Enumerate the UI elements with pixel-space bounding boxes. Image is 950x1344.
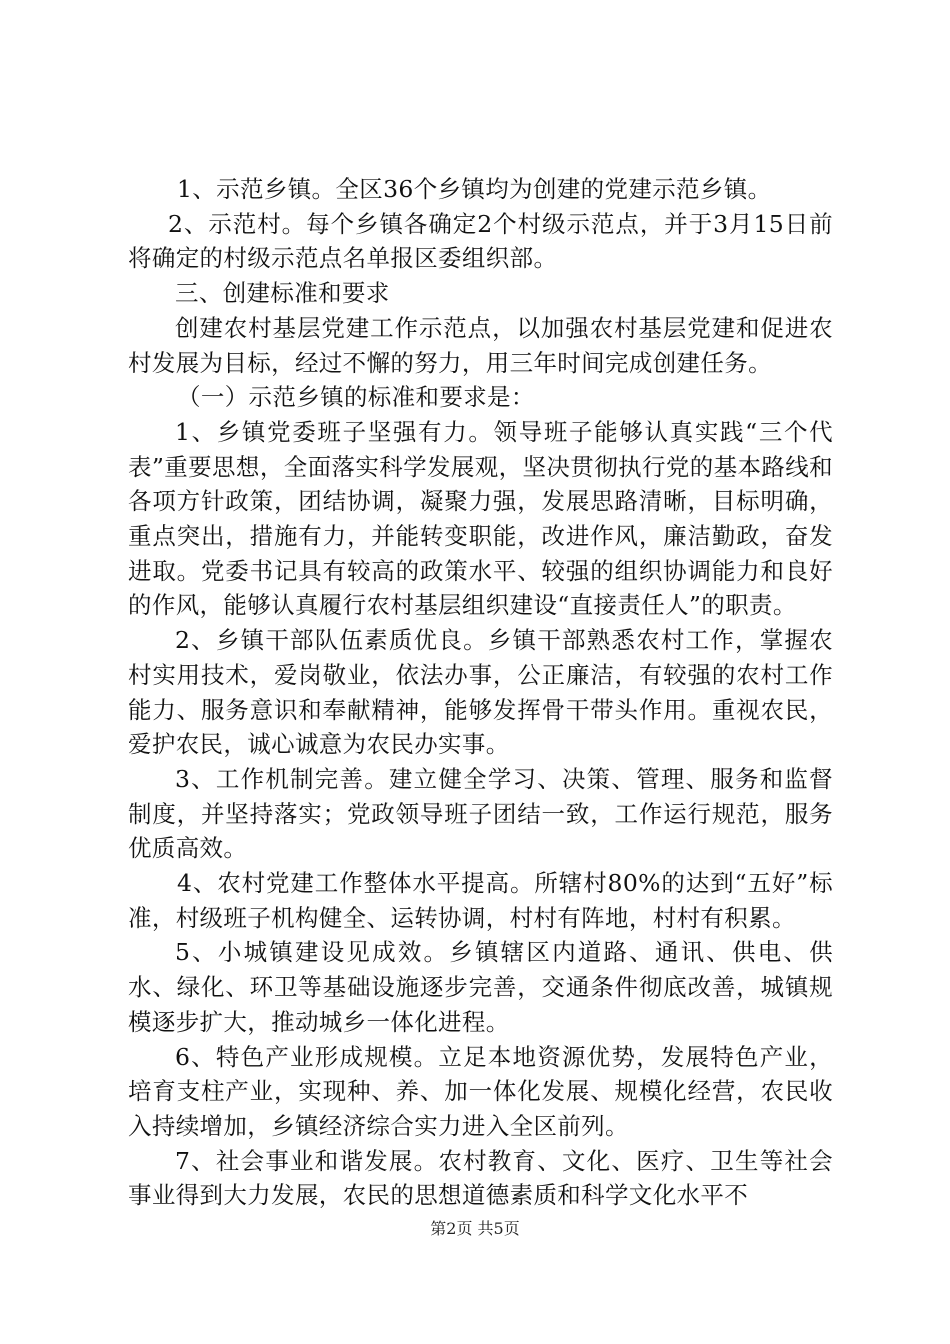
paragraph-item-7: 7、社会事业和谐发展。农村教育、文化、医疗、卫生等社会事业得到大力发展，农民的思想道德素质和科学文化水平不 [128, 1146, 833, 1210]
section-heading-standards: 三、创建标准和要求 [175, 279, 390, 308]
paragraph-item-3: 3、工作机制完善。建立健全学习、决策、管理、服务和监督制度，并坚持落实；党政领导班子团结一致，工作运行规范，服务优质高效。 [128, 764, 833, 863]
document-body [128, 172, 833, 1213]
paragraph-intro: 创建农村基层党建工作示范点，以加强农村基层党建和促进农村发展为目标，经过不懈的努力，用三年时间完成创建任务。 [128, 313, 833, 377]
paragraph-item-1: 1、乡镇党委班子坚强有力。领导班子能够认真实践“三个代表”重要思想，全面落实科学发展观，坚决贯彻执行党的基本路线和各项方针政策，团结协调，凝聚力强，发展思路清晰，目标明确，重点突出，措施有力，并能转变职能，改进作风，廉洁勤政，奋发进取。党委书记具有较高的政策水平、较强的组织协调能力和良好的作风，能够认真履行农村基层组织建设“直接责任人”的职责。 [128, 417, 833, 620]
page-footer [0, 1219, 950, 1239]
paragraph-demo-township: 1、示范乡镇。全区36个乡镇均为创建的党建示范乡镇。 [177, 175, 772, 203]
paragraph-item-6: 6、特色产业形成规模。立足本地资源优势，发展特色产业，培育支柱产业，实现种、养、加一体化发展、规模化经营，农民收入持续增加，乡镇经济综合实力进入全区前列。 [128, 1042, 833, 1140]
paragraph-demo-village: 2、示范村。每个乡镇各确定2个村级示范点，并于3月15日前将确定的村级示范点名单报区委组织部。 [128, 209, 833, 273]
subsection-heading-township: （一）示范乡镇的标准和要求是： [177, 383, 535, 412]
paragraph-item-2: 2、乡镇干部队伍素质优良。乡镇干部熟悉农村工作，掌握农村实用技术，爱岗敬业，依法办事，公正廉洁，有较强的农村工作能力、服务意识和奉献精神，能够发挥骨干带头作用。重视农民，爱护农民，诚心诚意为农民办实事。 [128, 626, 833, 759]
page-number-label: 第2页 共5页 [430, 1219, 520, 1238]
paragraph-item-5: 5、小城镇建设见成效。乡镇辖区内道路、通讯、供电、供水、绿化、环卫等基础设施逐步完善，交通条件彻底改善，城镇规模逐步扩大，推动城乡一体化进程。 [128, 938, 833, 1036]
paragraph-item-4: 4、农村党建工作整体水平提高。所辖村80%的达到“五好”标准，村级班子机构健全、运转协调，村村有阵地，村村有积累。 [128, 869, 833, 932]
